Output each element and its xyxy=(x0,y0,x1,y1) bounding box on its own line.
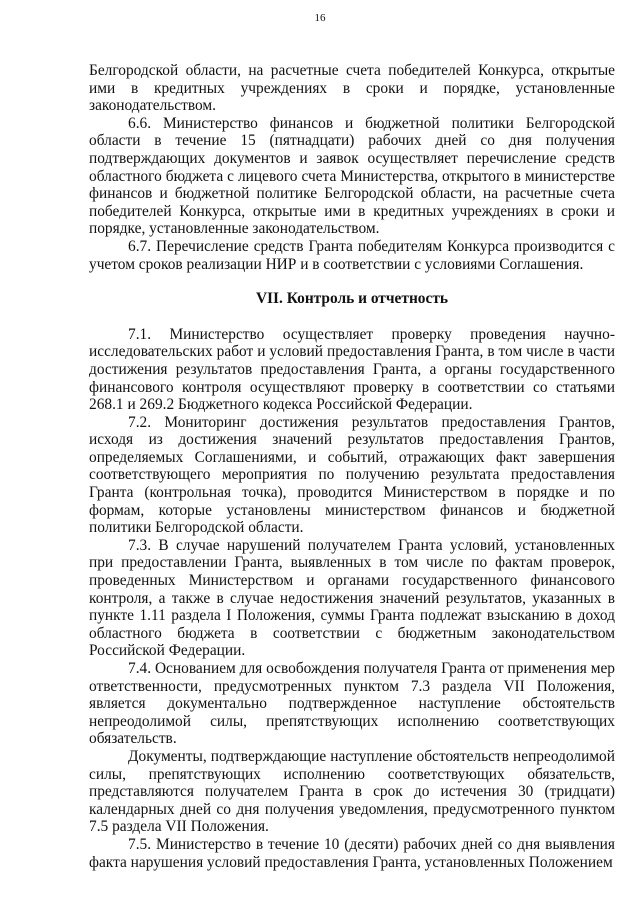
section-heading: VII. Контроль и отчетность xyxy=(255,290,449,308)
paragraph-7-3: 7.3. В случае нарушений получателем Гранта условий, установленных при предоставлении Гранта, выявленных в том числе по фактам проверок, проведенных Министерством и органами государственного финансового контроля, а также в случае недостижения значений результатов, указанных в пункте 1.11 раздела I Положения, суммы Гранта подлежат взысканию в доход областного бюджета в соответствии с бюджетным законодательством Российской Федерации. xyxy=(89,536,615,660)
paragraph-continuation: Белгородской области, на расчетные счета победителей Конкурса, открытые ими в кредитных учреждениях в сроки и порядке, установленные законодательством. xyxy=(89,62,615,115)
document-body xyxy=(89,62,615,871)
paragraph-6-7: 6.7. Перечисление средств Гранта победителям Конкурса производится с учетом сроков реализации НИР и в соответствии с условиями Соглашения. xyxy=(89,237,615,273)
paragraph-7-5: 7.5. Министерство в течение 10 (десяти) рабочих дней со дня выявления факта нарушения условий предоставления Гранта, установленных Положением xyxy=(89,835,615,871)
paragraph-7-1: 7.1. Министерство осуществляет проверку проведения научно-исследовательских работ и условий предоставления Гранта, в том числе в части достижения результатов предоставления Гранта, а органы государственного финансового контроля осуществляют проверку в соответствии со статьями 268.1 и 269.2 Бюджетного кодекса Российской Федерации. xyxy=(89,325,615,414)
paragraph-6-6: 6.6. Министерство финансов и бюджетной политики Белгородской области в течение 15 (пятнадцати) рабочих дней со дня получения подтверждающих документов и заявок осуществляет перечисление средств областного бюджета с лицевого счета Министерства, открытого в министерстве финансов и бюджетной политике Белгородской области, на расчетные счета победителей Конкурса, открытые ими в кредитных учреждениях в сроки и порядке, установленные законодательством. xyxy=(89,114,615,238)
paragraph-7-4-documents: Документы, подтверждающие наступление обстоятельств непреодолимой силы, препятствующих исполнению соответствующих обязательств, представляются получателем Гранта в срок до истечения 30 (тридцати) календарных дней со дня получения уведомления, предусмотренного пунктом 7.5 раздела VII Положения. xyxy=(89,747,615,836)
page-number: 16 xyxy=(314,12,326,24)
paragraph-7-2: 7.2. Мониторинг достижения результатов предоставления Грантов, исходя из достижения значений результатов предоставления Грантов, определяемых Соглашениями, и событий, отражающих факт завершения соответствующего мероприятия по получению результата предоставления Гранта (контрольная точка), проводится Министерством в порядке и по формам, которые установлены министерством финансов и бюджетной политики Белгородской области. xyxy=(89,413,615,537)
paragraph-7-4: 7.4. Основанием для освобождения получателя Гранта от применения мер ответственности, предусмотренных пунктом 7.3 раздела VII Положения, является документально подтвержденное наступление обстоятельств непреодолимой силы, препятствующих исполнению соответствующих обязательств. xyxy=(89,660,615,748)
